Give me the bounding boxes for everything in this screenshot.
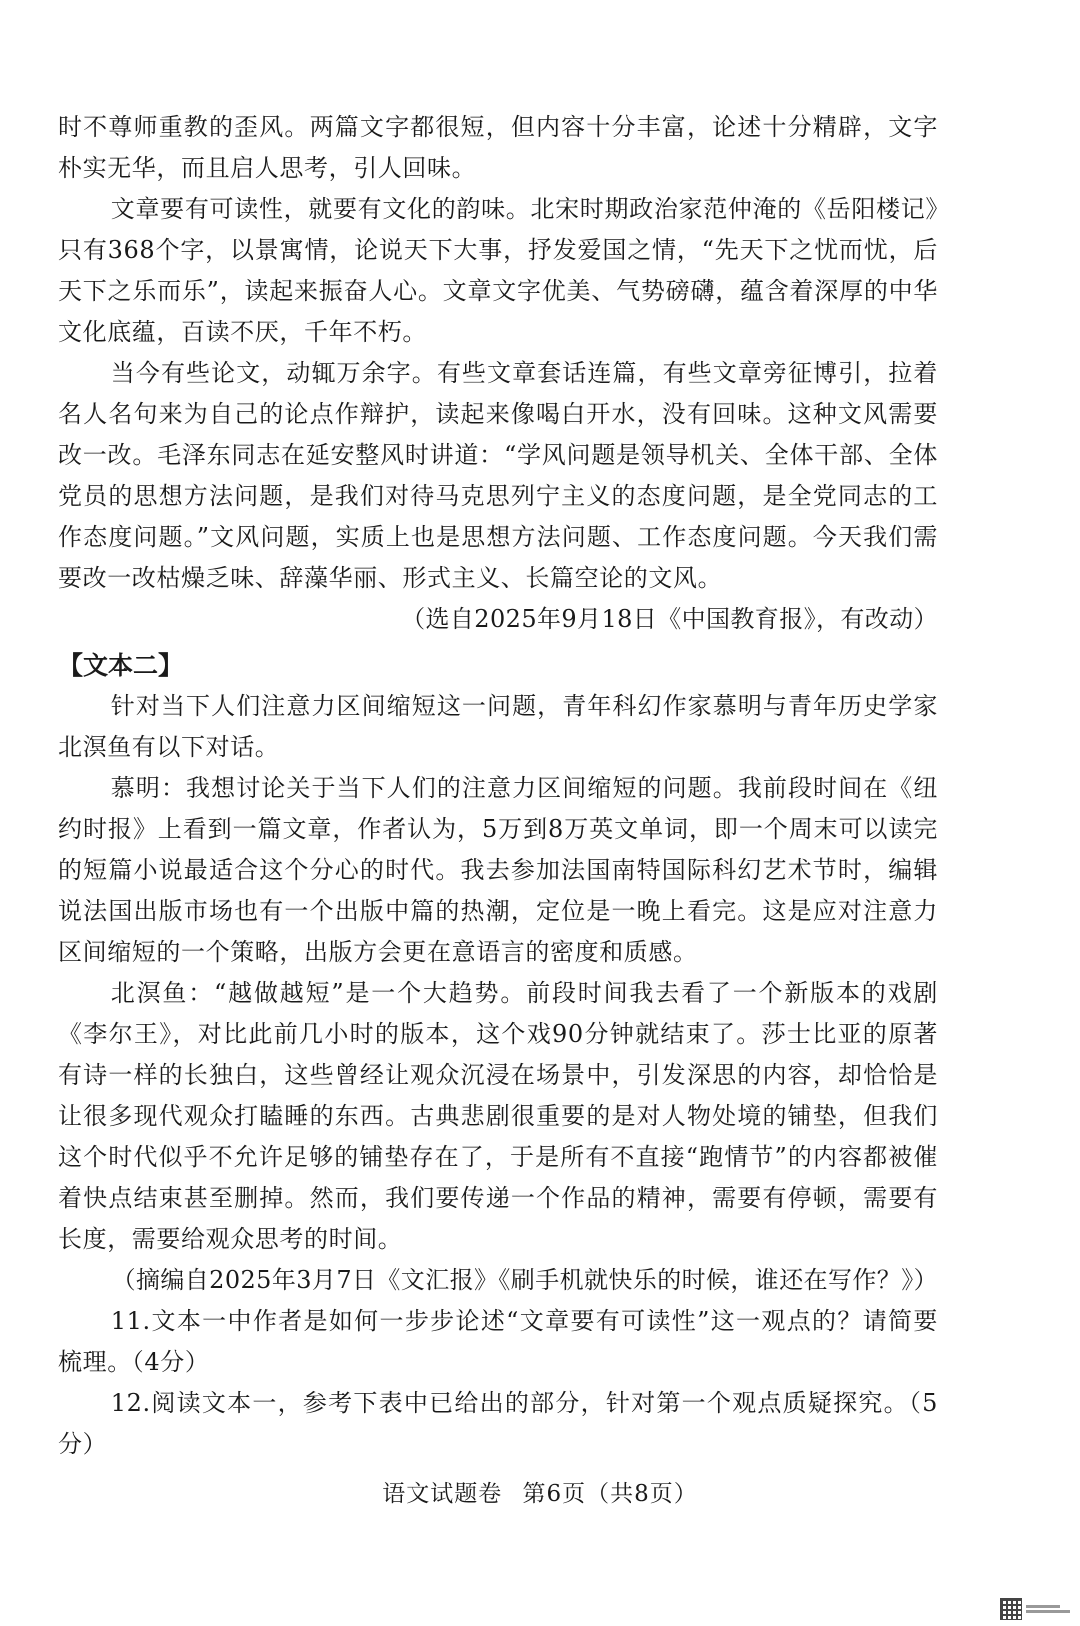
scanner-watermark	[1000, 1598, 1070, 1620]
watermark-logo	[1026, 1605, 1070, 1613]
text1-paragraph-2: 文章要有可读性，就要有文化的韵味。北宋时期政治家范仲淹的《岳阳楼记》只有368个字，以景寓情，论说天下大事，抒发爱国之情，“先天下之忧而忧，后天下之乐而乐”，读起来振奋人心。文章文字优美、气势磅礴，蕴含着深厚的中华文化底蕴，百读不厌，千年不朽。	[58, 195, 938, 346]
question-12: 12.阅读文本一，参考下表中已给出的部分，针对第一个观点质疑探究。（5分）	[58, 1389, 938, 1458]
question-11: 11.文本一中作者是如何一步步论述“文章要有可读性”这一观点的？请简要梳理。（4分）	[58, 1307, 938, 1376]
text2-paragraph-3: 北溟鱼：“越做越短”是一个大趋势。前段时间我去看了一个新版本的戏剧《李尔王》，对比此前几小时的版本，这个戏90分钟就结束了。莎士比亚的原著有诗一样的长独白，这些曾经让观众沉浸在场景中，引发深思的内容，却恰恰是让很多现代观众打瞌睡的东西。古典悲剧很重要的是对人物处境的铺垫，但我们这个时代似乎不允许足够的铺垫存在了，于是所有不直接“跑情节”的内容都被催着快点结束甚至删掉。然而，我们要传递一个作品的精神，需要有停顿，需要有长度，需要给观众思考的时间。	[58, 979, 938, 1253]
text1-tail-block	[58, 107, 938, 640]
text2-heading: 【文本二】	[58, 651, 184, 680]
page-footer	[0, 1475, 1080, 1508]
footer-subject: 语文试题卷	[382, 1481, 503, 1507]
text1-paragraph-3: 当今有些论文，动辄万余字。有些文章套话连篇，有些文章旁征博引，拉着名人名句来为自己的论点作辩护，读起来像喝白开水，没有回味。这种文风需要改一改。毛泽东同志在延安整风时讲道：“学风问题是领导机关、全体干部、全体党员的思想方法问题，是我们对待马克思列宁主义的态度问题，是全党同志的工作态度问题。”文风问题，实质上也是思想方法问题、工作态度问题。今天我们需要改一改枯燥乏味、辞藻华丽、形式主义、长篇空论的文风。	[58, 359, 938, 592]
footer-page-number: 第6页（共8页）	[522, 1481, 698, 1507]
text2-source: （摘编自2025年3月7日《文汇报》《刷手机就快乐的时候，谁还在写作？》）	[111, 1266, 938, 1294]
text2-paragraph-1: 针对当下人们注意力区间缩短这一问题，青年科幻作家慕明与青年历史学家北溟鱼有以下对话。	[58, 692, 938, 761]
text1-source: （选自2025年9月18日《中国教育报》，有改动）	[401, 605, 938, 633]
text2-paragraph-2: 慕明：我想讨论关于当下人们的注意力区间缩短的问题。我前段时间在《纽约时报》上看到一篇文章，作者认为，5万到8万英文单词，即一个周末可以读完的短篇小说最适合这个分心的时代。我去参加法国南特国际科幻艺术节时，编辑说法国出版市场也有一个出版中篇的热潮，定位是一晚上看完。这是应对注意力区间缩短的一个策略，出版方会更在意语言的密度和质感。	[58, 774, 938, 966]
text1-paragraph-1: 时不尊师重教的歪风。两篇文字都很短，但内容十分丰富，论述十分精辟，文字朴实无华，而且启人思考，引人回味。	[58, 113, 938, 182]
text2-block	[58, 645, 938, 1465]
qr-code-icon	[1000, 1598, 1022, 1620]
